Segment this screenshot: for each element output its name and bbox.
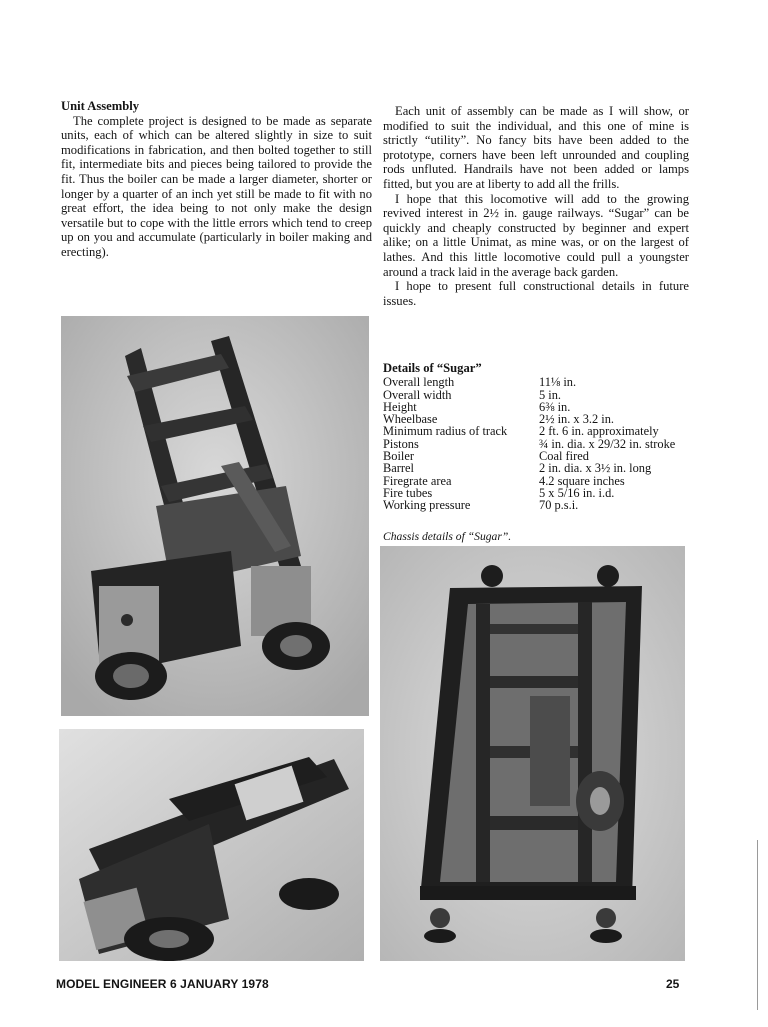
- spec-label: Fire tubes: [383, 485, 433, 500]
- spec-row: [383, 462, 693, 474]
- specifications-title: Details of “Sugar”: [383, 361, 482, 375]
- chassis-photo-side: [59, 729, 364, 961]
- spec-label: Pistons: [383, 436, 419, 451]
- chassis-photo-angled: [61, 316, 369, 716]
- spec-value: 2 in. dia. x 3½ in. long: [539, 461, 652, 476]
- spec-value: 2 ft. 6 in. approximately: [539, 424, 659, 439]
- page-edge-mark: [757, 840, 758, 1010]
- chassis-photo-top: [380, 546, 685, 961]
- spec-value: 70 p.s.i.: [539, 498, 579, 513]
- photo-caption: Chassis details of “Sugar”.: [383, 530, 512, 543]
- body-paragraph: I hope to present full constructional details in future issues.: [383, 279, 689, 308]
- spec-label: Firegrate area: [383, 473, 452, 488]
- body-paragraph: I hope that this locomotive will add to the growing revived interest in 2½ in. gauge railways. “Sugar” can be quickly and cheaply constructed by beginner and expert alike; on a little Unimat, as mine was, or on the largest of lathes. And this little locomotive could pull a youngster around a track laid in the average back garden.: [383, 191, 689, 279]
- spec-value: ¾ in. dia. x 29/32 in. stroke: [539, 436, 676, 451]
- section-heading: Unit Assembly: [61, 99, 140, 113]
- spec-label: Overall length: [383, 375, 455, 390]
- spec-row: [383, 389, 693, 401]
- spec-label: Overall width: [383, 387, 452, 402]
- spec-label: Wheelbase: [383, 412, 438, 427]
- spec-label: Working pressure: [383, 498, 471, 513]
- spec-value: Coal fired: [539, 449, 589, 464]
- publication-footer: MODEL ENGINEER 6 JANUARY 1978: [56, 977, 269, 991]
- body-paragraph: Each unit of assembly can be made as I will show, or modified to suit the individual, and this one of mine is strictly “utility”. No fancy bits have been added to the prototype, corners have been left unrounded and coupling rods unfluted. Handrails have not been added or lamps fitted, but you are at liberty to add all the frills.: [383, 104, 689, 191]
- spec-value: 4.2 square inches: [539, 473, 625, 488]
- spec-value: 6⅜ in.: [539, 399, 571, 414]
- spec-label: Barrel: [383, 461, 414, 476]
- spec-label: Boiler: [383, 449, 414, 464]
- body-paragraph: The complete project is designed to be made as separate units, each of which can be altered slightly in size to suit modifications in fabrication, and then bolted together to still fit, intermediate bits and pieces being tailored to provide the fit. Thus the boiler can be made a larger diameter, shorter or longer by a quarter of an inch yet still be made to fit with no great effort, the idea being to not only make the design versatile but to cope with the little errors which tend to creep up on you and accumulate (particularly in boiler making and erecting).: [61, 113, 372, 259]
- spec-value: 11⅛ in.: [539, 375, 577, 390]
- left-column: [61, 99, 372, 260]
- right-column: [383, 104, 689, 308]
- spec-value: 2½ in. x 3.2 in.: [539, 412, 615, 427]
- spec-label: Minimum radius of track: [383, 424, 508, 439]
- spec-row: [383, 425, 693, 437]
- spec-value: 5 x 5/16 in. i.d.: [539, 485, 615, 500]
- spec-label: Height: [383, 399, 417, 414]
- spec-row: [383, 376, 693, 388]
- spec-row: [383, 499, 693, 511]
- specifications-table: [383, 362, 693, 512]
- spec-value: 5 in.: [539, 387, 562, 402]
- page-number: 25: [666, 977, 680, 991]
- spec-row: [383, 438, 693, 450]
